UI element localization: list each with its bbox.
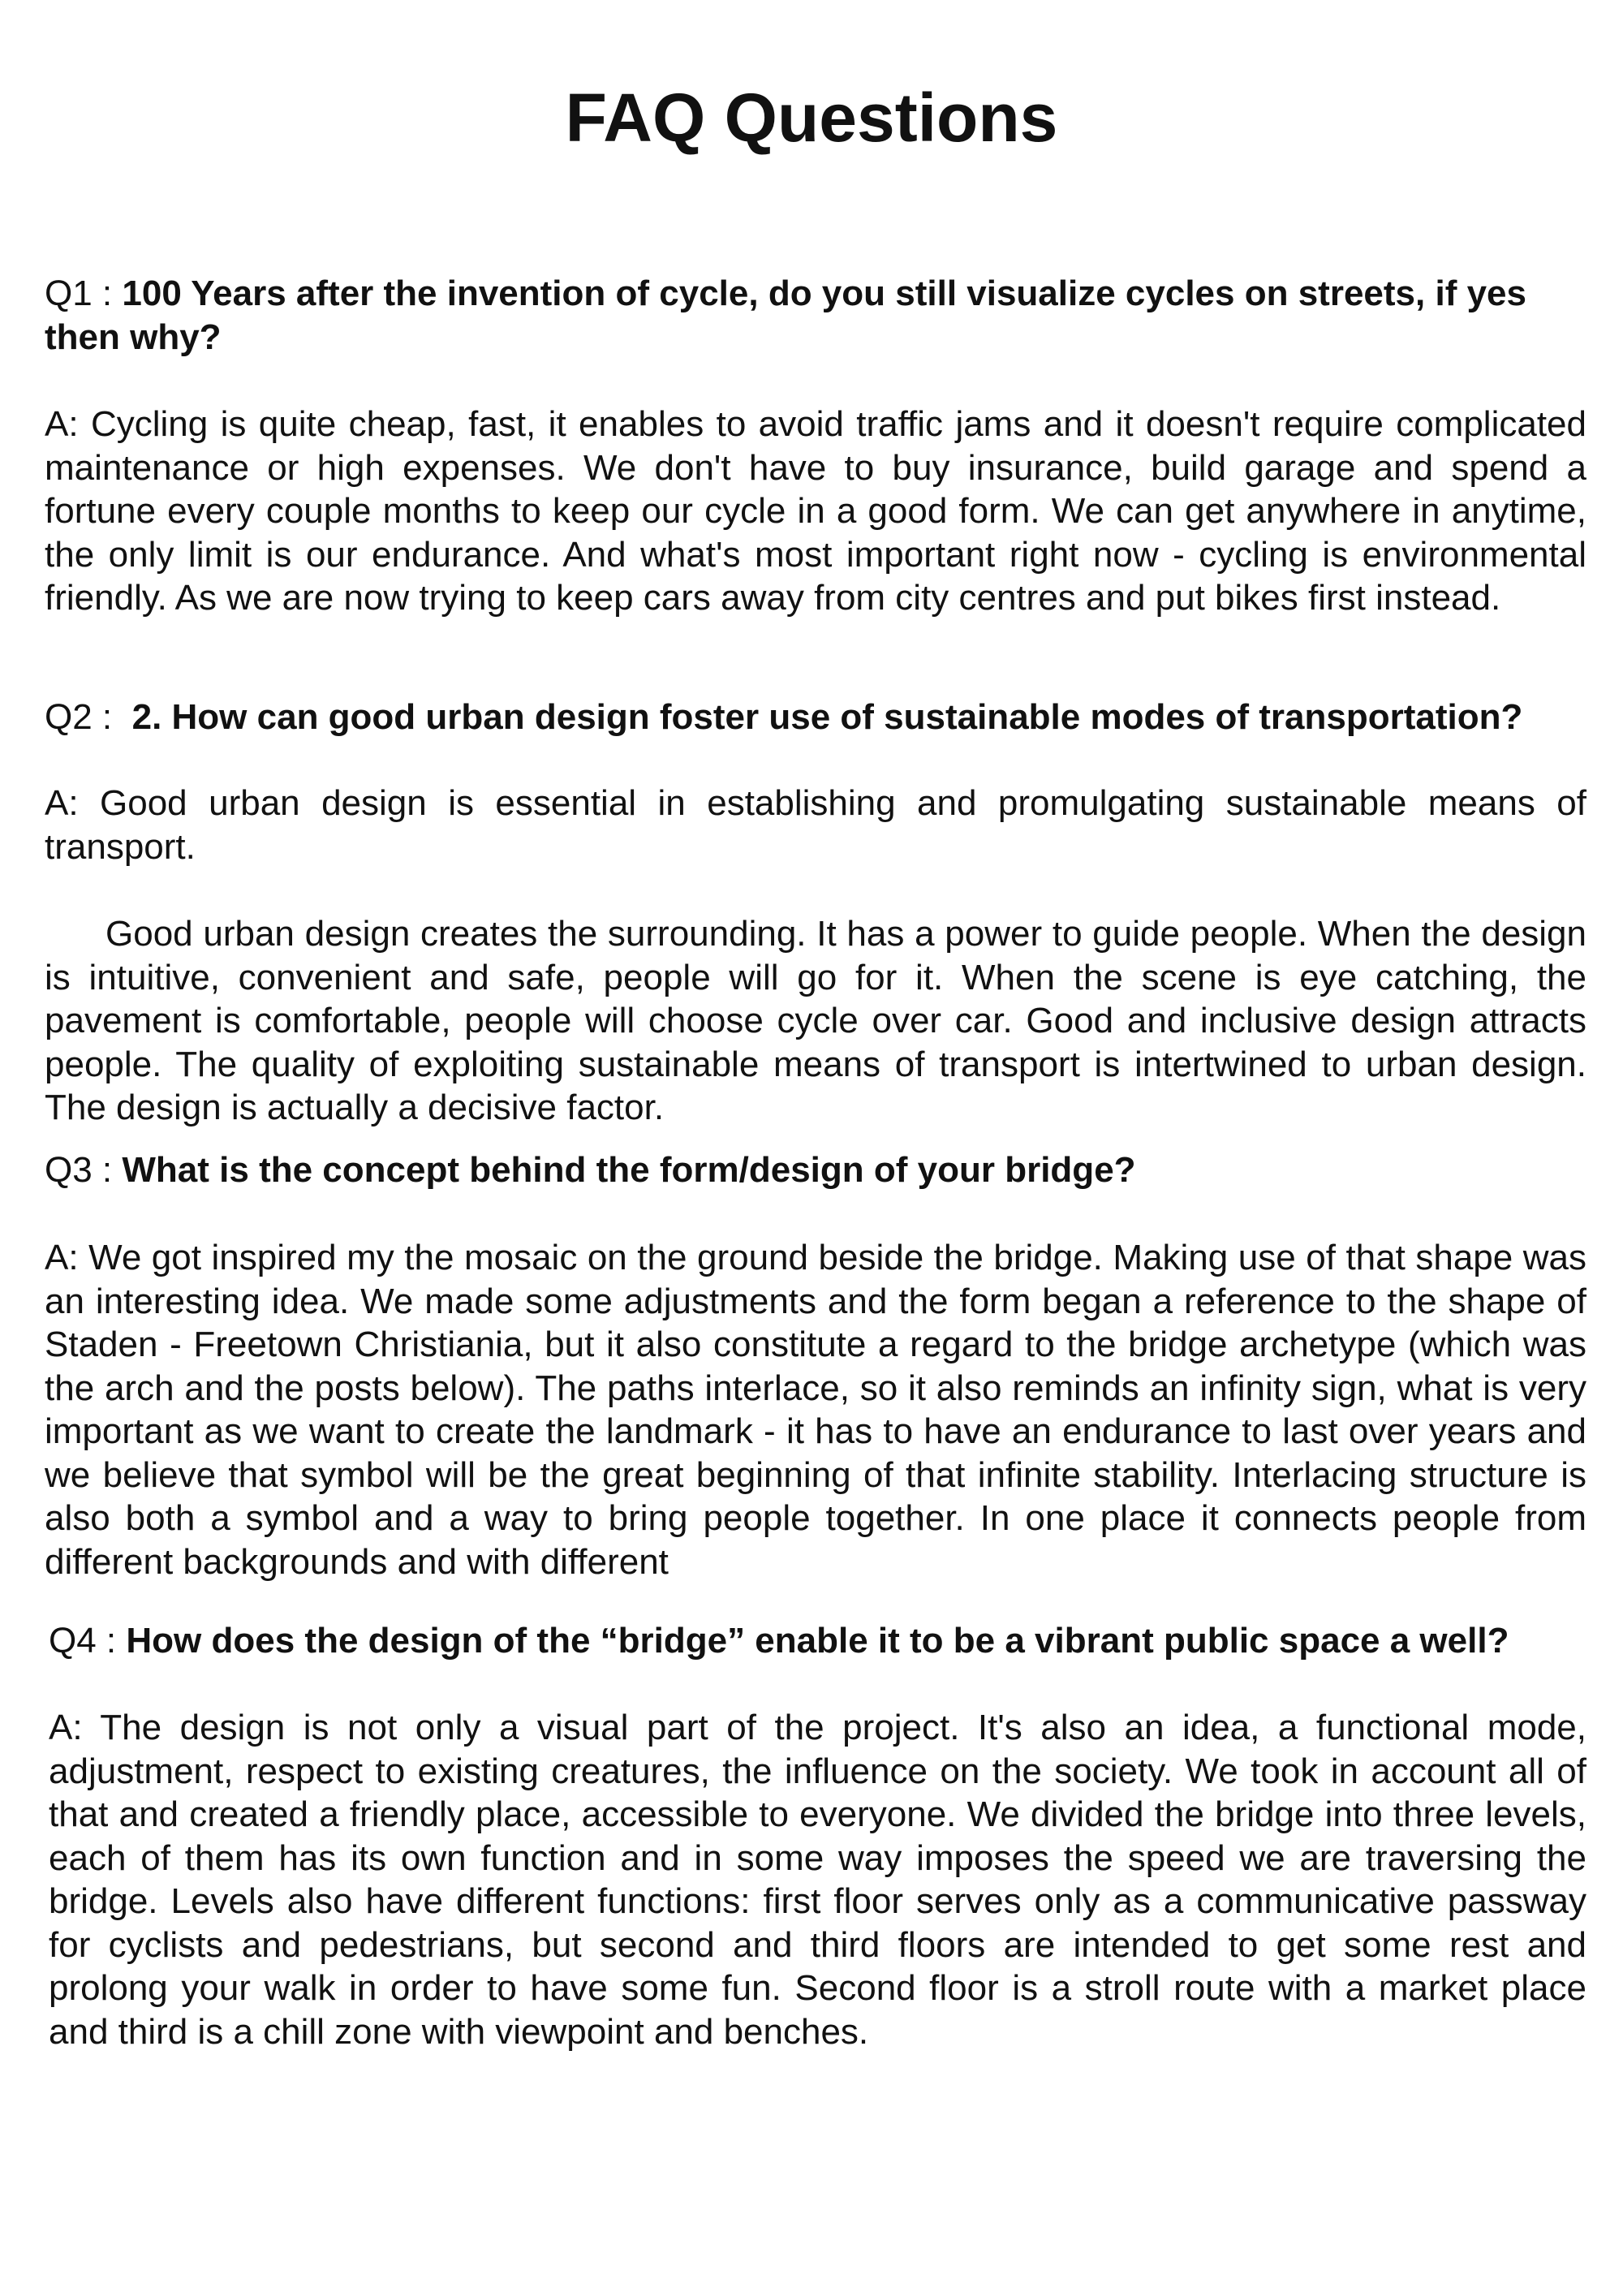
faq-answer-2-paragraph-2: Good urban design creates the surrounding. It has a power to guide people. When the design is intuitive, convenient and safe, people will go for it. When the scene is eye catching, the pavement is comfortable, people will choose cycle over car. Good and inclusive design attracts people. The quality of exploiting sustainable means of transport is intertwined to urban design. The design is actually a decisive factor. [45, 914, 1586, 1127]
question-text: How does the design of the “bridge” enable it to be a vibrant public space a well? [126, 1621, 1509, 1661]
question-number: Q1 : [45, 274, 113, 313]
faq-question-1 [45, 272, 1586, 359]
faq-answer-2: A: Good urban design is essential in establishing and promulgating sustainable means of transport. [45, 783, 1586, 867]
faq-question-4 [49, 1619, 1586, 1663]
page-title: FAQ Questions [565, 80, 1058, 156]
faq-answer-3: A: We got inspired my the mosaic on the ground beside the bridge. Making use of that shape was an interesting idea. We made some adjustments and the form began a reference to the shape of Staden - Freetown Christiania, but it also constitute a regard to the bridge archetype (which was the arch and the posts below). The paths interlace, so it also reminds an infinity sign, what is very important as we want to create the landmark - it has to have an endurance to last over years and we believe that symbol will be the great beginning of that infinite stability. Interlacing structure is also both a symbol and a way to bring people together. In one place it connects people from different backgrounds and with different [45, 1238, 1586, 1582]
question-text: 2. How can good urban design foster use of sustainable modes of transportation? [131, 697, 1523, 737]
faq-question-2 [45, 696, 1586, 739]
question-text: 100 Years after the invention of cycle, do you still visualize cycles on streets, if yes then why? [45, 274, 1526, 357]
faq-answer-1: A: Cycling is quite cheap, fast, it enables to avoid traffic jams and it doesn't require complicated maintenance or high expenses. We don't have to buy insurance, build garage and spend a fortune every couple months to keep our cycle in a good form. We can get anywhere in anytime, the only limit is our endurance. And what's most important right now - cycling is environmental friendly. As we are now trying to keep cars away from city centres and put bikes first instead. [45, 404, 1586, 618]
faq-answer-4: A: The design is not only a visual part of the project. It's also an idea, a functional mode, adjustment, respect to existing creatures, the influence on the society. We took in account all of that and created a friendly place, accessible to everyone. We divided the bridge into three levels, each of them has its own function and in some way imposes the speed we are traversing the bridge. Levels also have different functions: first floor serves only as a communicative passway for cyclists and pedestrians, but second and third floors are intended to get some rest and prolong your walk in order to have some fun. Second floor is a stroll route with a market place and third is a chill zone with viewpoint and benches. [49, 1708, 1586, 2052]
question-number: Q3 : [45, 1150, 113, 1190]
question-text: What is the concept behind the form/design of your bridge? [122, 1150, 1136, 1190]
faq-question-3 [45, 1148, 1586, 1192]
question-number: Q2 : [45, 697, 113, 737]
question-number: Q4 : [49, 1621, 117, 1661]
